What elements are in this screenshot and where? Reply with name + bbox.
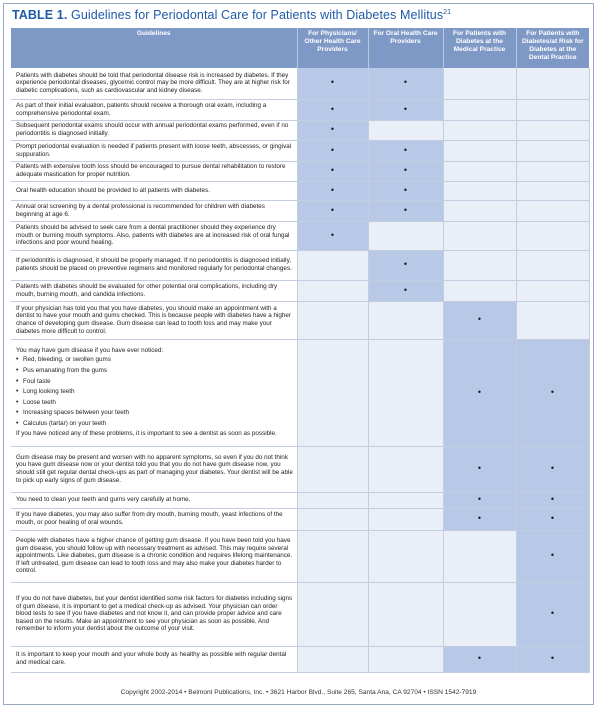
- audience-cell: [516, 200, 589, 221]
- applies-dot-icon: •: [550, 550, 555, 561]
- audience-cell: [297, 120, 368, 140]
- applies-dot-icon: •: [403, 103, 408, 114]
- applies-dot-icon: •: [330, 144, 335, 155]
- list-item: • Foul taste: [16, 377, 294, 388]
- table-header-row: [11, 28, 589, 68]
- audience-cell: [297, 280, 368, 301]
- guidelines-table: [11, 28, 590, 673]
- audience-cell: [368, 280, 443, 301]
- table-row: [11, 339, 589, 446]
- applies-dot-icon: •: [330, 77, 335, 88]
- audience-cell: [297, 68, 368, 99]
- audience-cell: [443, 68, 516, 99]
- table-title-text: Guidelines for Periodontal Care for Patients with Diabetes Mellitus: [71, 8, 444, 22]
- audience-cell: [368, 99, 443, 120]
- audience-cell: [297, 200, 368, 221]
- copyright-footer: Copyright 2002-2014 • Belmont Publications, Inc. • 3621 Harbor Blvd., Suite 265, Santa Ana, CA 92704 • ISSN 1542-7919: [120, 689, 477, 696]
- audience-cell: [297, 301, 368, 339]
- audience-cell: [297, 99, 368, 120]
- audience-cell: [368, 120, 443, 140]
- audience-cell: [443, 221, 516, 250]
- audience-cell: [516, 280, 589, 301]
- audience-cell: [368, 530, 443, 582]
- audience-cell: [368, 181, 443, 200]
- guideline-cell: Annual oral screening by a dental professional is recommended for children with diabetes beginning at age 6.: [11, 200, 297, 221]
- guideline-cell: If your physician has told you that you have diabetes, you should make an appointment with a dentist to have your mouth and gums checked. This is because people with diabetes have a higher chance of developing gum disease. Gum disease can lead to tooth loss and may make your diabetes more difficult to control.: [11, 301, 297, 339]
- audience-cell: [368, 646, 443, 672]
- table-row: [11, 120, 589, 140]
- table-row: [11, 530, 589, 582]
- audience-cell: [443, 530, 516, 582]
- audience-cell: [516, 301, 589, 339]
- applies-dot-icon: •: [403, 144, 408, 155]
- audience-cell: [297, 181, 368, 200]
- table-row: [11, 200, 589, 221]
- audience-cell: [516, 530, 589, 582]
- symptom-list: [16, 355, 294, 429]
- table-row: [11, 582, 589, 646]
- applies-dot-icon: •: [330, 124, 335, 135]
- audience-cell: [443, 508, 516, 530]
- audience-cell: [443, 200, 516, 221]
- applies-dot-icon: •: [330, 165, 335, 176]
- audience-cell: [443, 280, 516, 301]
- audience-cell: [516, 492, 589, 508]
- audience-cell: [443, 140, 516, 161]
- guideline-cell: Patients with diabetes should be told that periodontal disease risk is increased by diabetes. If they experience periodontal diseases, glycemic control may be more difficult. They are at higher risk for diabetic complications, such as cardiovascular and kidney disease.: [11, 68, 297, 99]
- list-item: • Loose teeth: [16, 398, 294, 409]
- guideline-cell: Subsequent periodontal exams should occur with annual periodontal exams performed, even if no periodontitis is diagnosed initially.: [11, 120, 297, 140]
- guideline-cell: Patients with diabetes should be evaluated for other potential oral complications, including dry mouth, burning mouth, and candida infections.: [11, 280, 297, 301]
- guideline-cell: As part of their initial evaluation, patients should receive a thorough oral exam, including a comprehensive periodontal exam.: [11, 99, 297, 120]
- audience-cell: [368, 446, 443, 492]
- applies-dot-icon: •: [550, 463, 555, 474]
- table-row: [11, 68, 589, 99]
- guideline-cell: If you have diabetes, you may also suffer from dry mouth, burning mouth, yeast infections of the mouth, or poor healing of oral wounds.: [11, 508, 297, 530]
- audience-cell: [443, 301, 516, 339]
- audience-cell: [297, 250, 368, 280]
- audience-cell: [516, 181, 589, 200]
- header-patients-dental-practice: For Patients with Diabetes/at Risk for Diabetes at the Dental Practice: [516, 28, 589, 68]
- audience-cell: [368, 68, 443, 99]
- list-item: • Calculus (tartar) on your teeth: [16, 419, 294, 430]
- guideline-cell: Patients should be advised to seek care from a dental practitioner should they experience dry mouth or burning mouth symptoms. Also, patients with diabetes are at increased risk of oral fungal infections and poor wound healing.: [11, 221, 297, 250]
- guideline-cell: If periodontitis is diagnosed, it should be properly managed. If no periodontitis is diagnosed initially, patients should be placed on preventive regimens and monitored regularly for periodontal changes.: [11, 250, 297, 280]
- list-item: • Long looking teeth: [16, 387, 294, 398]
- table-row: [11, 161, 589, 181]
- audience-cell: [297, 140, 368, 161]
- audience-cell: [368, 301, 443, 339]
- table-row: [11, 280, 589, 301]
- audience-cell: [516, 221, 589, 250]
- audience-cell: [516, 646, 589, 672]
- audience-cell: [516, 68, 589, 99]
- applies-dot-icon: •: [477, 463, 482, 474]
- table-row: [11, 140, 589, 161]
- audience-cell: [443, 446, 516, 492]
- guideline-cell: It is important to keep your mouth and your whole body as healthy as possible with regular dental and medical care.: [11, 646, 297, 672]
- table-row: [11, 646, 589, 672]
- audience-cell: [368, 221, 443, 250]
- list-tail: If you have noticed any of these problems, it is important to see a dentist as soon as possible.: [16, 429, 277, 437]
- table-row: [11, 181, 589, 200]
- audience-cell: [443, 646, 516, 672]
- guideline-cell: Patients with extensive tooth loss should be encouraged to pursue dental rehabilitation to restore adequate mastication for proper nutrition.: [11, 161, 297, 181]
- audience-cell: [368, 339, 443, 446]
- audience-cell: [368, 200, 443, 221]
- applies-dot-icon: •: [550, 386, 555, 397]
- table-row: [11, 492, 589, 508]
- applies-dot-icon: •: [550, 513, 555, 524]
- audience-cell: [516, 120, 589, 140]
- audience-cell: [516, 250, 589, 280]
- table-row: [11, 508, 589, 530]
- table-row: [11, 301, 589, 339]
- applies-dot-icon: •: [330, 184, 335, 195]
- applies-dot-icon: •: [330, 229, 335, 240]
- audience-cell: [297, 582, 368, 646]
- audience-cell: [516, 161, 589, 181]
- table-row: [11, 250, 589, 280]
- audience-cell: [368, 161, 443, 181]
- table-body: [11, 68, 589, 672]
- audience-cell: [297, 161, 368, 181]
- audience-cell: [297, 446, 368, 492]
- reference-number: 21: [443, 8, 452, 16]
- applies-dot-icon: •: [550, 653, 555, 664]
- guideline-cell: Oral health education should be provided to all patients with diabetes.: [11, 181, 297, 200]
- applies-dot-icon: •: [477, 653, 482, 664]
- audience-cell: [368, 582, 443, 646]
- audience-cell: [443, 120, 516, 140]
- audience-cell: [368, 250, 443, 280]
- audience-cell: [443, 492, 516, 508]
- audience-cell: [368, 140, 443, 161]
- audience-cell: [516, 508, 589, 530]
- audience-cell: [368, 508, 443, 530]
- guideline-cell: If you do not have diabetes, but your dentist identified some risk factors for diabetes including signs of gum disease, it is important to get a medical check-up as advised. Your physician can order blood tests to see if you have diabetes and not know it, and can provide proper advice and care based on the results. Make an appointment to see your physician as soon as possible. And remember to inform your dentist about the outcome of your visit.: [11, 582, 297, 646]
- audience-cell: [516, 582, 589, 646]
- applies-dot-icon: •: [403, 204, 408, 215]
- applies-dot-icon: •: [477, 494, 482, 505]
- audience-cell: [297, 221, 368, 250]
- guideline-cell: Prompt periodontal evaluation is needed if patients present with loose teeth, abscesses, or gingival suppuration.: [11, 140, 297, 161]
- audience-cell: [443, 181, 516, 200]
- header-physicians: For Physicians/ Other Health Care Providers: [297, 28, 368, 68]
- audience-cell: [297, 646, 368, 672]
- list-item: • Pus emanating from the gums: [16, 366, 294, 377]
- audience-cell: [443, 250, 516, 280]
- audience-cell: [297, 530, 368, 582]
- table-title: [12, 8, 451, 22]
- table-row: [11, 221, 589, 250]
- audience-cell: [516, 339, 589, 446]
- applies-dot-icon: •: [550, 608, 555, 619]
- guideline-cell: You need to clean your teeth and gums very carefully at home.: [11, 492, 297, 508]
- guideline-cell: Gum disease may be present and worsen with no apparent symptoms, so even if you do not think you have gum disease now or your dentist told you that you do not have gum disease now, you should still get regular dental check-ups as part of managing your diabetes. Your dentist will be able to pick up early signs of gum disease.: [11, 446, 297, 492]
- applies-dot-icon: •: [477, 513, 482, 524]
- audience-cell: [516, 446, 589, 492]
- applies-dot-icon: •: [403, 284, 408, 295]
- audience-cell: [297, 492, 368, 508]
- audience-cell: [297, 508, 368, 530]
- audience-cell: [297, 339, 368, 446]
- applies-dot-icon: •: [330, 204, 335, 215]
- audience-cell: [516, 99, 589, 120]
- audience-cell: [443, 99, 516, 120]
- audience-cell: [443, 161, 516, 181]
- applies-dot-icon: •: [403, 259, 408, 270]
- guideline-cell: People with diabetes have a higher chance of getting gum disease. If you have been told you have gum disease, you should follow up with necessary treatment as advised. This may require several appointments. Like diabetes, gum disease is a chronic condition and requires lifelong maintenance. If left untreated, gum disease can lead to tooth loss and may also make your diabetes harder to control.: [11, 530, 297, 582]
- guideline-cell: [11, 339, 297, 446]
- table-row: [11, 446, 589, 492]
- table-row: [11, 99, 589, 120]
- applies-dot-icon: •: [477, 314, 482, 325]
- applies-dot-icon: •: [403, 165, 408, 176]
- applies-dot-icon: •: [330, 103, 335, 114]
- list-item: • Increasing spaces between your teeth: [16, 408, 294, 419]
- audience-cell: [368, 492, 443, 508]
- header-oral-health-providers: For Oral Health Care Providers: [368, 28, 443, 68]
- audience-cell: [443, 582, 516, 646]
- header-guidelines: Guidelines: [11, 28, 297, 68]
- audience-cell: [443, 339, 516, 446]
- audience-cell: [516, 140, 589, 161]
- list-lead: You may have gum disease if you have ever noticed:: [16, 346, 164, 354]
- list-item: • Red, bleeding, or swollen gums: [16, 355, 294, 366]
- applies-dot-icon: •: [550, 494, 555, 505]
- applies-dot-icon: •: [403, 184, 408, 195]
- header-patients-medical-practice: For Patients with Diabetes at the Medical Practice: [443, 28, 516, 68]
- applies-dot-icon: •: [403, 77, 408, 88]
- applies-dot-icon: •: [477, 386, 482, 397]
- table-number: TABLE 1.: [12, 8, 68, 22]
